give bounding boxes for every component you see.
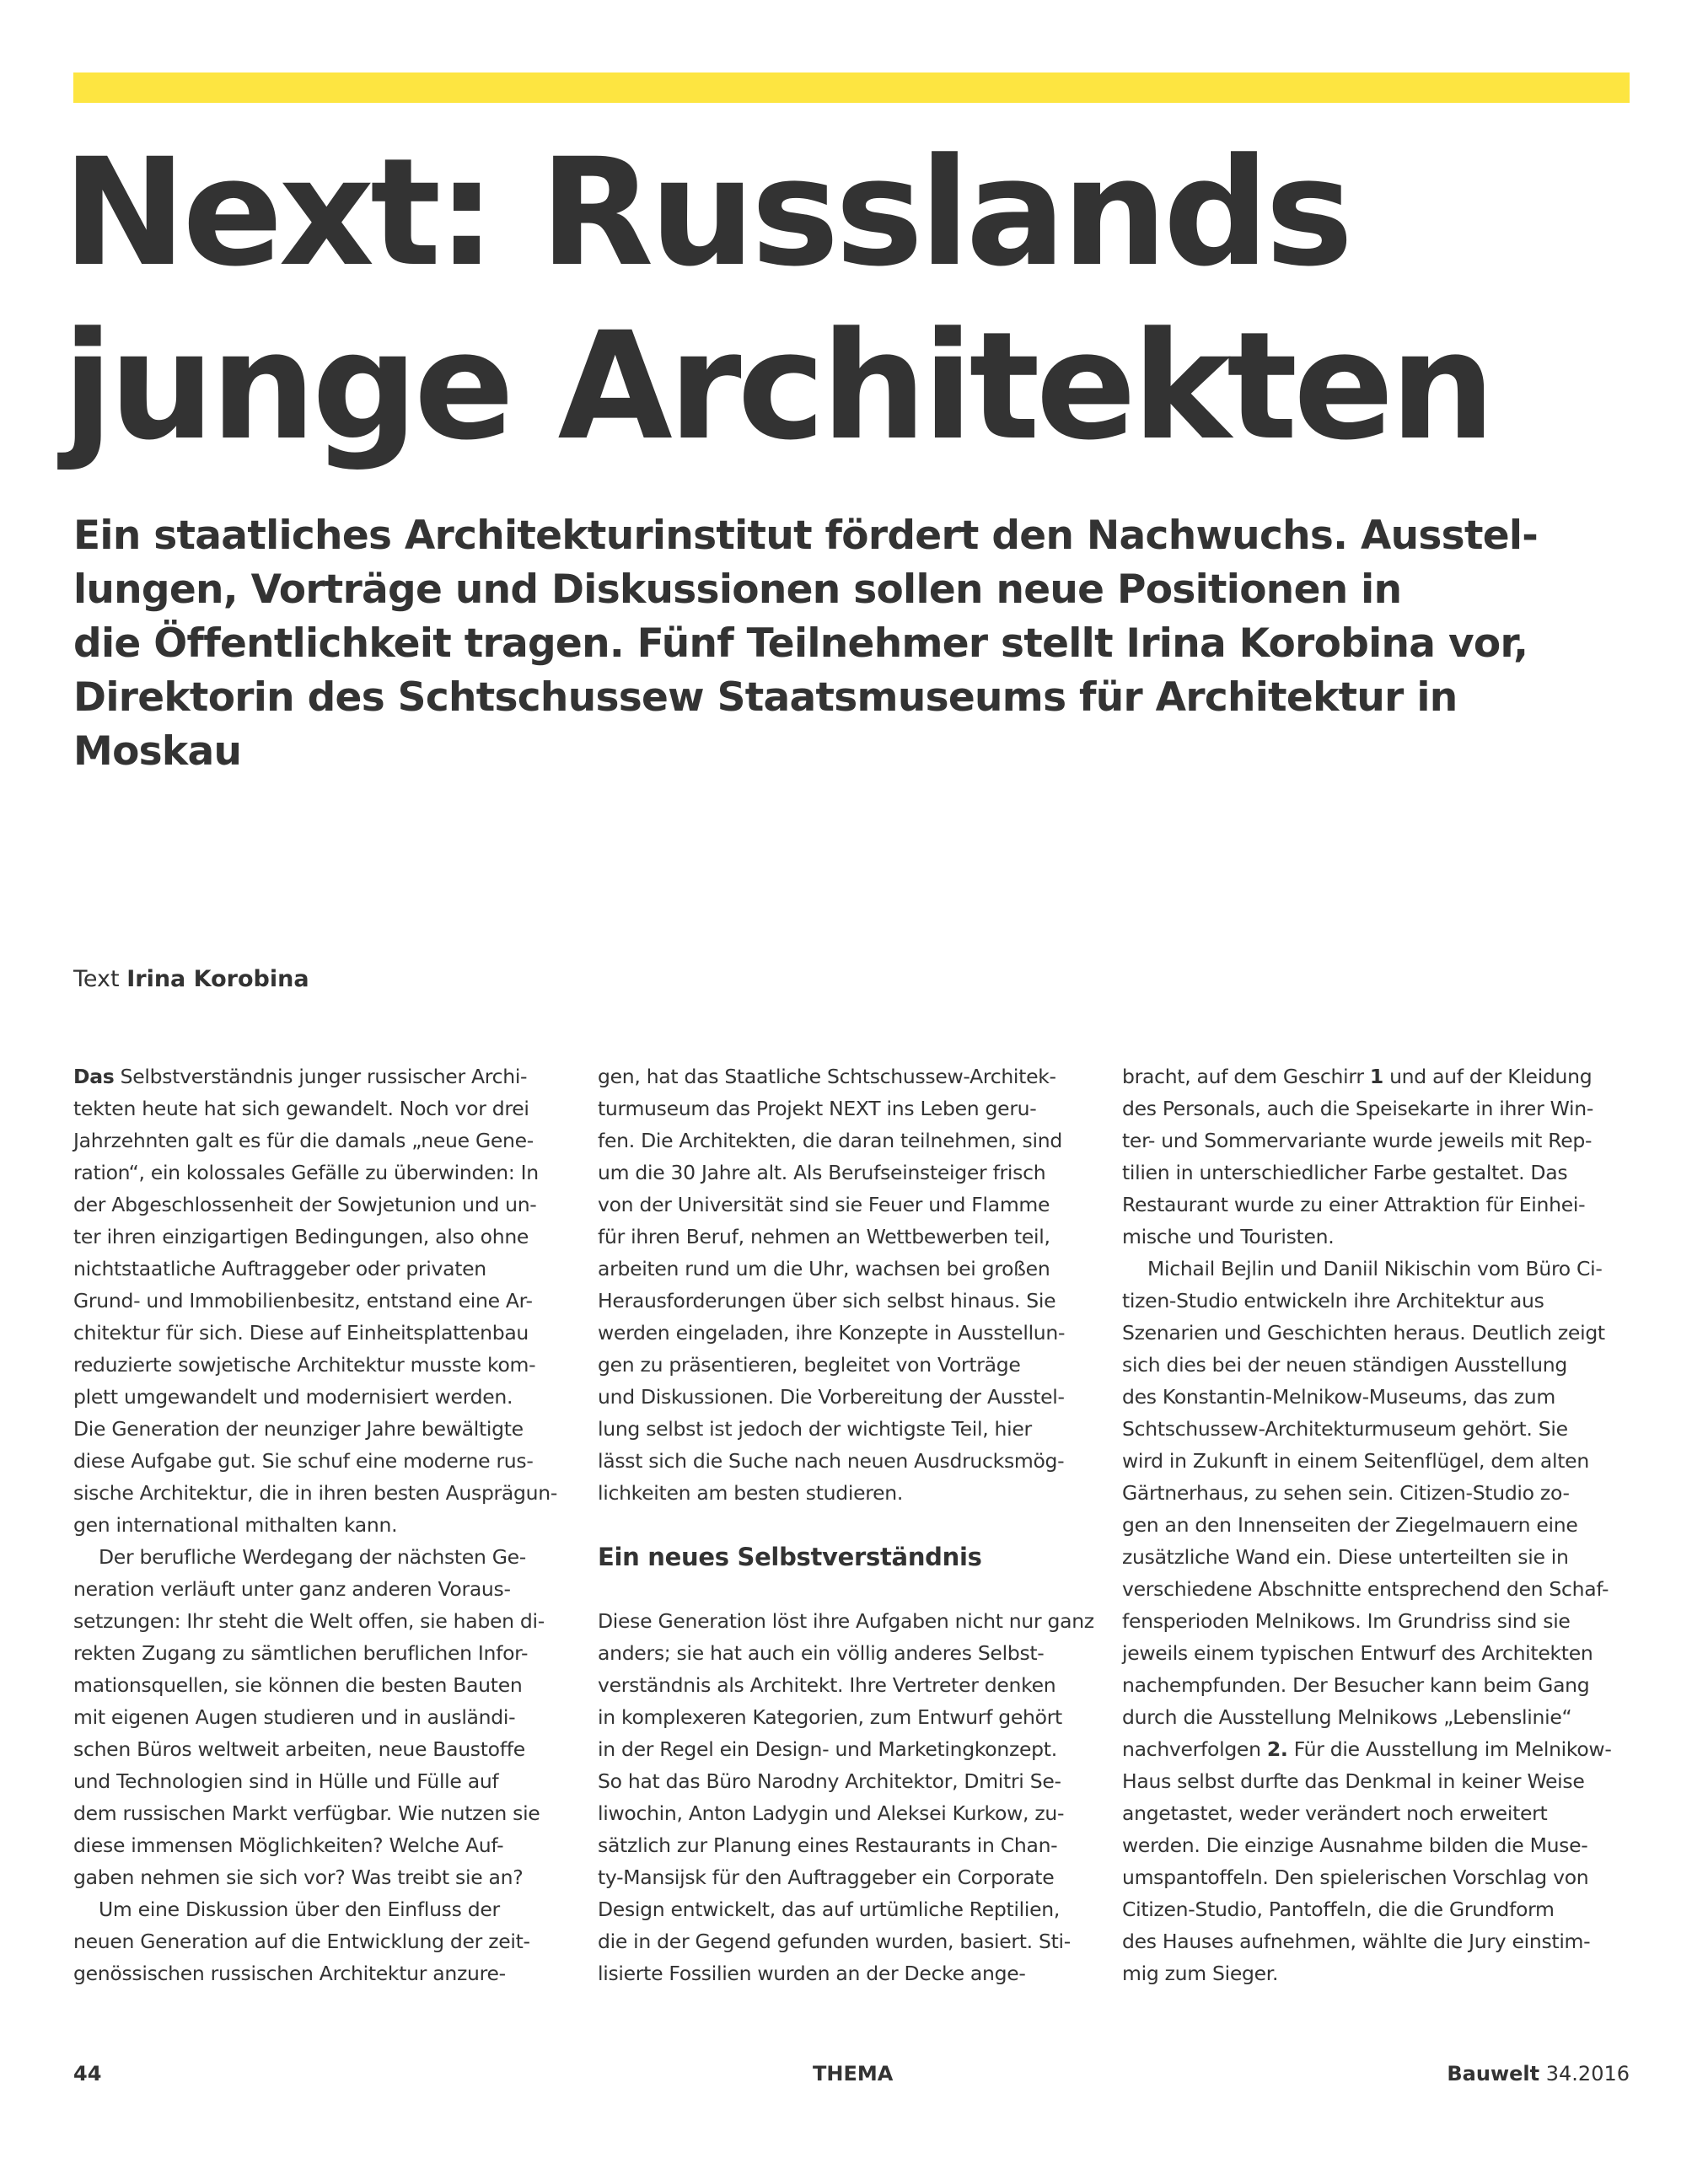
text-line: und Technologien sind in Hülle und Fülle auf <box>73 1769 499 1793</box>
text-line: ter- und Sommervariante wurde jeweils mit Rep- <box>1122 1129 1593 1152</box>
text-line: Jahrzehnten galt es für die damals „neue Gene- <box>73 1129 534 1152</box>
text-line: nachempfunden. Der Besucher kann beim Gang <box>1122 1673 1590 1697</box>
headline <box>62 126 1647 474</box>
text-line: Haus selbst durfte das Denkmal in keiner Weise <box>1122 1769 1585 1793</box>
text-line: jeweils einem typischen Entwurf des Architekten <box>1122 1641 1593 1665</box>
text-line: mig zum Sieger. <box>1122 1962 1279 1985</box>
article-column-2 <box>598 1060 1104 1989</box>
text-line: reduzierte sowjetische Architektur musste kom- <box>73 1353 536 1377</box>
text-fragment: Selbstverständnis junger russischer Archi- <box>114 1065 528 1088</box>
lead-line: die Öffentlichkeit tragen. Fünf Teilnehmer stellt Irina Korobina vor, <box>73 620 1528 667</box>
text-line: lichkeiten am besten studieren. <box>598 1481 904 1505</box>
lead-line: Moskau <box>73 728 242 775</box>
text-line: tizen-Studio entwickeln ihre Architektur aus <box>1122 1289 1544 1313</box>
text-line: fen. Die Architekten, die daran teilnehmen, sind <box>598 1129 1062 1152</box>
text-line: liwochin, Anton Ladygin und Aleksei Kurkow, zu- <box>598 1801 1065 1825</box>
text-line: sich dies bei der neuen ständigen Ausstellung <box>1122 1353 1567 1377</box>
text-line: setzungen: Ihr steht die Welt offen, sie haben di- <box>73 1609 545 1633</box>
text-line: und Diskussionen. Die Vorbereitung der Ausstel- <box>598 1385 1065 1409</box>
text-line: in komplexeren Kategorien, zum Entwurf gehört <box>598 1705 1062 1729</box>
text-line: mationsquellen, sie können die besten Bauten <box>73 1673 523 1697</box>
text-line: um die 30 Jahre alt. Als Berufseinsteiger frisch <box>598 1161 1046 1184</box>
text-line: gen an den Innenseiten der Ziegelmauern eine <box>1122 1513 1578 1537</box>
text-fragment: nachverfolgen <box>1122 1737 1267 1761</box>
text-line: durch die Ausstellung Melnikows „Lebenslinie“ <box>1122 1705 1572 1729</box>
text-line: diese immensen Möglichkeiten? Welche Auf- <box>73 1833 504 1857</box>
text-line <box>1122 1060 1628 1092</box>
text-line: lässt sich die Suche nach neuen Ausdrucksmög- <box>598 1449 1065 1473</box>
text-line: werden. Die einzige Ausnahme bilden die Muse- <box>1122 1833 1588 1857</box>
text-line: angetastet, weder verändert noch erweitert <box>1122 1801 1548 1825</box>
text-line: der Abgeschlossenheit der Sowjetunion und un- <box>73 1193 537 1216</box>
text-line: für ihren Beruf, nehmen an Wettbewerben teil, <box>598 1225 1050 1248</box>
text-line: von der Universität sind sie Feuer und Flamme <box>598 1193 1050 1216</box>
text-line: Die Generation der neunziger Jahre bewältigte <box>73 1417 524 1441</box>
spacer <box>598 1573 1104 1605</box>
text-line: Citizen-Studio, Pantoffeln, die die Grundform <box>1122 1898 1555 1921</box>
text-line: des Hauses aufnehmen, wählte die Jury einstim- <box>1122 1930 1591 1953</box>
text-line: lung selbst ist jedoch der wichtigste Teil, hier <box>598 1417 1032 1441</box>
text-line: des Personals, auch die Speisekarte in ihrer Win- <box>1122 1097 1594 1120</box>
section-subheading: Ein neues Selbstverständnis <box>598 1543 982 1571</box>
text-line: sätzlich zur Planung eines Restaurants in Chan- <box>598 1833 1058 1857</box>
byline-author: Irina Korobina <box>126 966 309 992</box>
text-line: die in der Gegend gefunden wurden, basiert. Sti- <box>598 1930 1071 1953</box>
text-line: dem russischen Markt verfügbar. Wie nutzen sie <box>73 1801 540 1825</box>
figure-reference: 2. <box>1266 1737 1288 1761</box>
text-line: schen Büros weltweit arbeiten, neue Baustoffe <box>73 1737 525 1761</box>
text-line: in der Regel ein Design- und Marketingkonzept. <box>598 1737 1057 1761</box>
text-line: werden eingeladen, ihre Konzepte in Ausstellun- <box>598 1321 1066 1345</box>
lead-line: Ein staatliches Architekturinstitut fördert den Nachwuchs. Ausstel- <box>73 513 1539 559</box>
text-line: wird in Zukunft in einem Seitenflügel, dem alten <box>1122 1449 1589 1473</box>
text-line: diese Aufgabe gut. Sie schuf eine moderne rus- <box>73 1449 534 1473</box>
spacer <box>598 1509 1104 1541</box>
text-line: mit eigenen Augen studieren und in ausländi- <box>73 1705 516 1729</box>
text-line: Diese Generation löst ihre Aufgaben nicht nur ganz <box>598 1609 1094 1633</box>
text-line: So hat das Büro Narodny Architektor, Dmitri Se- <box>598 1769 1061 1793</box>
publication-name: Bauwelt <box>1447 2062 1540 2086</box>
text-line: zusätzliche Wand ein. Diese unterteilten sie in <box>1122 1545 1569 1569</box>
text-line <box>73 1060 579 1092</box>
text-line: tilien in unterschiedlicher Farbe gestaltet. Das <box>1122 1161 1568 1184</box>
text-line: verschiedene Abschnitte entsprechend den Schaf- <box>1122 1577 1609 1601</box>
text-line: Der berufliche Werdegang der nächsten Ge- <box>99 1545 526 1569</box>
publication-info <box>1447 2057 1630 2091</box>
page-number: 44 <box>73 2062 102 2086</box>
text-line: Um eine Diskussion über den Einfluss der <box>99 1898 500 1921</box>
text-line: genössischen russischen Architektur anzure- <box>73 1962 506 1985</box>
article-column-1 <box>73 1060 579 1989</box>
text-line: chitektur für sich. Diese auf Einheitsplattenbau <box>73 1321 529 1345</box>
text-line: Michail Bejlin und Daniil Nikischin vom Büro Ci- <box>1147 1257 1603 1280</box>
text-line: rekten Zugang zu sämtlichen beruflichen Infor- <box>73 1641 529 1665</box>
text-line: Restaurant wurde zu einer Attraktion für Einhei- <box>1122 1193 1586 1216</box>
section-label: THEMA <box>813 2062 894 2086</box>
text-fragment: und auf der Kleidung <box>1383 1065 1593 1088</box>
text-fragment: Für die Ausstellung im Melnikow- <box>1287 1737 1612 1761</box>
text-line: nichtstaatliche Auftraggeber oder privaten <box>73 1257 486 1280</box>
text-line: gen, hat das Staatliche Schtschussew-Architek- <box>598 1065 1056 1088</box>
text-line: gaben nehmen sie sich vor? Was treibt sie an? <box>73 1865 524 1889</box>
article-column-3 <box>1122 1060 1628 1989</box>
text-line: mische und Touristen. <box>1122 1225 1335 1248</box>
text-line: tekten heute hat sich gewandelt. Noch vor drei <box>73 1097 529 1120</box>
text-line: anders; sie hat auch ein völlig anderes Selbst- <box>598 1641 1045 1665</box>
lead-line: Direktorin des Schtschussew Staatsmuseums für Architektur in <box>73 674 1458 721</box>
text-line: ration“, ein kolossales Gefälle zu überwinden: In <box>73 1161 539 1184</box>
text-line: verständnis als Architekt. Ihre Vertreter denken <box>598 1673 1056 1697</box>
text-line: neration verläuft unter ganz anderen Voraus- <box>73 1577 511 1601</box>
accent-bar <box>73 72 1630 103</box>
text-line: arbeiten rund um die Uhr, wachsen bei großen <box>598 1257 1050 1280</box>
text-line: plett umgewandelt und modernisiert werden. <box>73 1385 513 1409</box>
lead-word: Das <box>73 1065 115 1088</box>
text-line: gen zu präsentieren, begleitet von Vorträge <box>598 1353 1021 1377</box>
text-line <box>1122 1733 1628 1765</box>
page-footer <box>73 2057 1630 2091</box>
byline-label: Text <box>73 966 120 992</box>
text-line: Design entwickelt, das auf urtümliche Reptilien, <box>598 1898 1061 1921</box>
text-line: sische Architektur, die in ihren besten Ausprägun- <box>73 1481 558 1505</box>
text-line: Herausforderungen über sich selbst hinaus. Sie <box>598 1289 1056 1313</box>
text-line: Grund- und Immobilienbesitz, entstand eine Ar- <box>73 1289 533 1313</box>
byline <box>73 963 309 996</box>
text-line: ter ihren einzigartigen Bedingungen, also ohne <box>73 1225 529 1248</box>
text-line: turmuseum das Projekt NEXT ins Leben geru- <box>598 1097 1037 1120</box>
headline-line-2: junge Architekten <box>62 300 1491 473</box>
text-fragment: bracht, auf dem Geschirr <box>1122 1065 1370 1088</box>
figure-reference: 1 <box>1369 1065 1383 1088</box>
headline-line-1: Next: Russlands <box>62 126 1350 299</box>
text-line: Szenarien und Geschichten heraus. Deutlich zeigt <box>1122 1321 1605 1345</box>
text-line: ty-Mansijsk für den Auftraggeber ein Corporate <box>598 1865 1055 1889</box>
lead-line: lungen, Vorträge und Diskussionen sollen neue Positionen in <box>73 566 1402 613</box>
text-line: umspantoffeln. Den spielerischen Vorschlag von <box>1122 1865 1589 1889</box>
text-line: Schtschussew-Architekturmuseum gehört. Sie <box>1122 1417 1568 1441</box>
text-line: lisierte Fossilien wurden an der Decke ange- <box>598 1962 1026 1985</box>
text-line: neuen Generation auf die Entwicklung der zeit- <box>73 1930 530 1953</box>
text-line: Gärtnerhaus, zu sehen sein. Citizen-Studio zo- <box>1122 1481 1570 1505</box>
text-line: gen international mithalten kann. <box>73 1513 398 1537</box>
text-line: des Konstantin-Melnikow-Museums, das zum <box>1122 1385 1555 1409</box>
issue-number: 34.2016 <box>1545 2062 1630 2086</box>
text-line: fensperioden Melnikows. Im Grundriss sind sie <box>1122 1609 1571 1633</box>
lead-paragraph <box>73 509 1641 779</box>
